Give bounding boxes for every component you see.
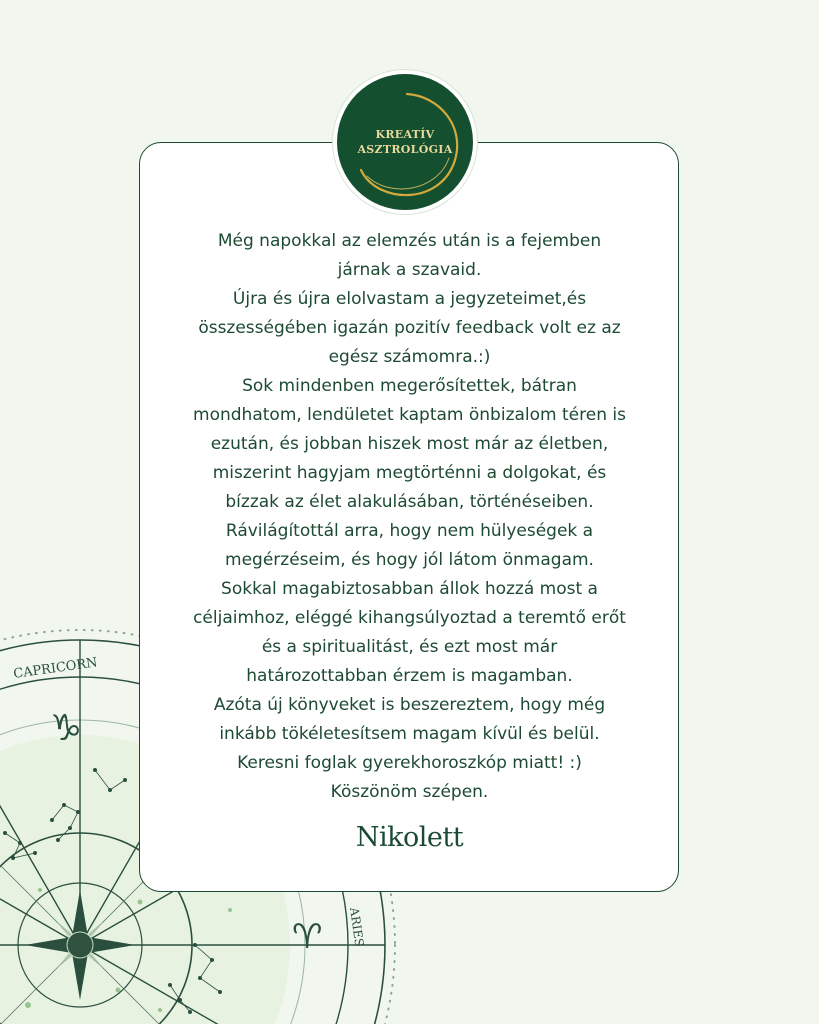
testimonial-line: összességében igazán pozitív feedback volt ez az — [198, 318, 621, 338]
aries-icon: ♈ — [292, 917, 323, 957]
testimonial-line: Keresni foglak gyerekhoroszkóp miatt! :) — [237, 753, 582, 773]
testimonial-line: Rávilágítottál arra, hogy nem hülyeségek a — [225, 521, 594, 541]
author-signature: Nikolett — [355, 822, 464, 853]
testimonial-line: bízzak az élet alakulásában, történéseiben. — [225, 492, 594, 512]
testimonial-line: és a spiritualitást, és ezt most már — [261, 637, 558, 657]
testimonial-line: határozottabban érzem is magamban. — [246, 666, 573, 686]
testimonial-line: járnak a szavaid. — [337, 260, 482, 280]
testimonial-line: Köszönöm szépen. — [330, 782, 489, 802]
testimonial-line: mondhatom, lendületet kaptam önbizalom téren is — [193, 405, 626, 425]
testimonial-line: inkább tökéletesítsem magam kívül és belül. — [219, 724, 600, 744]
brand-name — [337, 127, 473, 157]
testimonial-line: megérzéseim, és hogy jól látom önmagam. — [225, 550, 594, 570]
capricorn-label: CAPRICORN — [12, 655, 99, 682]
testimonial-line: Sok mindenben megerősítettek, bátran — [242, 376, 577, 396]
testimonial-line: ezután, és jobban hiszek most már az életben, — [210, 434, 609, 454]
brand-logo-badge — [333, 70, 477, 214]
testimonial-line: miszerint hagyjam megtörténni a dolgokat, és — [212, 463, 607, 483]
testimonial-line: céljaimhoz, eléggé kihangsúlyoztad a teremtő erőt — [193, 608, 626, 628]
aries-label: ARIES — [347, 906, 367, 948]
testimonial-line: egész számomra.:) — [328, 347, 491, 367]
testimonial-line: Sokkal magabiztosabban állok hozzá most a — [221, 579, 598, 599]
testimonial-text — [150, 227, 669, 807]
capricorn-icon: ♑ — [50, 708, 83, 749]
testimonial-line: Még napokkal az elemzés után is a fejemben — [217, 231, 602, 251]
testimonial-line: Azóta új könyveket is beszereztem, hogy még — [213, 695, 606, 715]
brand-name-line1: KREATÍV — [375, 128, 435, 141]
brand-name-line2: ASZTROLÓGIA — [357, 143, 453, 156]
testimonial-line: Újra és újra elolvastam a jegyzeteimet,és — [232, 289, 587, 309]
